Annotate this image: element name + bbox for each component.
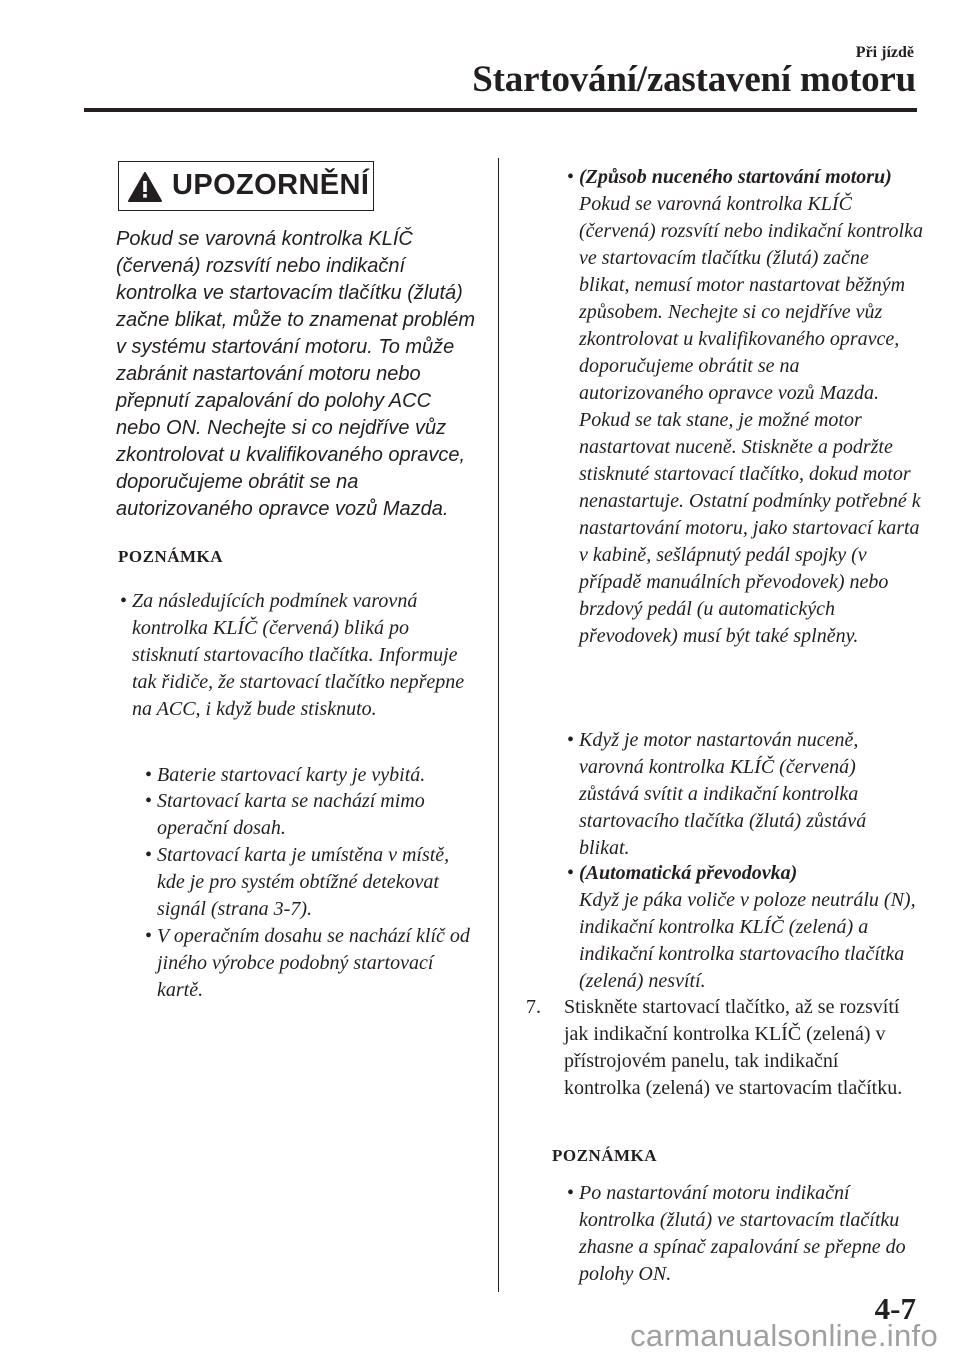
column-divider [498, 158, 499, 1292]
forced-start-text: Pokud se varovná kontrolka KLÍČ (červená) rozsvítí nebo indikační kontrolka ve startovacím tlačítku (žlutá) začne blikat, nemusí motor nastartovat běžným způsobem. Nechejte si co nejdříve vůz zkontrolovat u kvalifikovaného opravce, doporučujeme obrátit se na autorizovaného opravce vozů Mazda. Pokud se tak stane, je možné motor nastartovat nuceně. Stiskněte a podržte stisknuté startovací tlačítko, dokud motor nenastartuje. Ostatní podmínky potřebné k nastartování motoru, jako startovací karta v kabině, sešlápnutý pedál spojky (v případě manuálních převodovek) nebo brzdový pedál (u automatických převodovek) musí být také splněny. [579, 193, 923, 647]
forced-start-result-bullet [567, 727, 919, 862]
section-label: Při jízdě [855, 44, 914, 61]
bullet-dot: • [567, 166, 575, 188]
note-subbullet-text: Startovací karta je umístěna v místě, kde je pro systém obtížné detekovat signál (strana 3-7). [157, 844, 450, 920]
page-title: Startování/zastavení motoru [472, 59, 916, 100]
note-subbullet [145, 762, 477, 789]
warning-label: UPOZORNĚNÍ [172, 169, 370, 201]
page-number: 4-7 [874, 1291, 916, 1326]
bullet-dot: • [145, 790, 153, 812]
note-subbullet [145, 842, 477, 923]
bullet-dot: • [145, 764, 153, 786]
note-subbullet-text: Startovací karta se nachází mimo operační dosah. [157, 790, 425, 839]
note-subbullet [145, 788, 477, 842]
note-bullet-text: Po nastartování motoru indikační kontrolka (žlutá) ve startovacím tlačítku zhasne a spínač zapalování se přepne do polohy ON. [579, 1182, 906, 1285]
watermark: carmanualsonline.info [630, 1318, 938, 1353]
bullet-dot: • [567, 862, 575, 884]
bullet-dot: • [567, 1182, 575, 1204]
bullet-dot: • [120, 590, 128, 612]
forced-start-result-text: Když je motor nastartován nuceně, varovná kontrolka KLÍČ (červená) zůstává svítit a indikační kontrolka startovacího tlačítka (žlutá) zůstává blikat. [579, 729, 867, 859]
note-bullet [120, 588, 467, 723]
note-bullet-text: Za následujících podmínek varovná kontrolka KLÍČ (červená) bliká po stisknutí startovacího tlačítka. Informuje tak řidiče, že startovací tlačítko nepřepne na ACC, i když bude stisknuto. [132, 590, 465, 720]
step-7 [526, 994, 916, 1102]
warning-box [118, 161, 374, 211]
automatic-transmission-text: Když je páka voliče v poloze neutrálu (N), indikační kontrolka KLÍČ (zelená) a indikační kontrolka startovacího tlačítka (zelená) nesvítí. [579, 889, 916, 992]
bullet-dot: • [145, 844, 153, 866]
note-subbullet [145, 923, 477, 1004]
note-heading: POZNÁMKA [552, 1146, 658, 1165]
automatic-transmission-bullet [567, 860, 919, 995]
bullet-dot: • [567, 729, 575, 751]
note-bullet [567, 1180, 914, 1288]
warning-triangle-icon [127, 171, 163, 203]
note-subbullet-text: V operačním dosahu se nachází klíč od jiného výrobce podobný startovací kartě. [157, 925, 470, 1001]
forced-start-bullet [567, 164, 924, 650]
forced-start-title: (Způsob nuceného startování motoru) [579, 166, 892, 188]
note-heading: POZNÁMKA [118, 547, 224, 566]
header-rule [84, 108, 917, 112]
bullet-dot: • [145, 925, 153, 947]
warning-text: Pokud se varovná kontrolka KLÍČ (červená) rozsvítí nebo indikační kontrolka ve startovacím tlačítku (žlutá) začne blikat, může to znamenat problém v systému startování motoru. To může zabránit nastartování motoru nebo přepnutí zapalování do polohy ACC nebo ON. Nechejte si co nejdříve vůz zkontrolovat u kvalifikovaného opravce, doporučujeme obrátit se na autorizovaného opravce vozů Mazda. [116, 228, 476, 520]
automatic-transmission-title: (Automatická převodovka) [579, 862, 798, 884]
step-number: 7. [526, 996, 541, 1018]
step-text: Stiskněte startovací tlačítko, až se rozsvítí jak indikační kontrolka KLÍČ (zelená) v přístrojovém panelu, tak indikační kontrolka (zelená) ve startovacím tlačítku. [564, 996, 903, 1099]
note-subbullet-text: Baterie startovací karty je vybitá. [157, 764, 426, 786]
